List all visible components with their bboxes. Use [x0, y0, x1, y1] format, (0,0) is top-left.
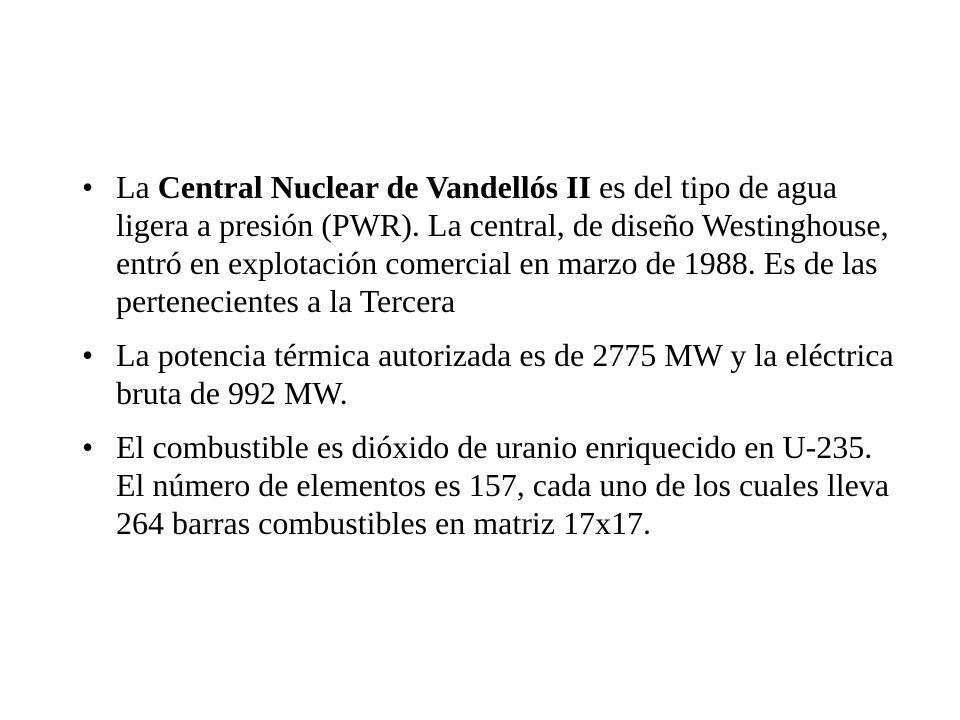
bullet-item-fuel [80, 428, 900, 542]
bullet-text-fuel: El combustible es dióxido de uranio enriquecido en U-235. El número de elementos es 157, cada uno de los cuales lleva 264 barras combustibles en matriz 17x17. [116, 429, 890, 541]
bullet-icon: • [82, 169, 94, 205]
bullet-item-power [80, 336, 900, 412]
bullet-text-intro: La [116, 169, 158, 205]
bullet-list [80, 168, 900, 558]
bullet-text-description: es del tipo de agua ligera a presión (PWR). La central, de diseño Westinghouse, entró en explotación comercial en marzo de 1988. Es de las pertenecientes a la Tercera [116, 169, 889, 319]
bullet-icon: • [82, 337, 94, 373]
bullet-text-power: La potencia térmica autorizada es de 2775 MW y la eléctrica bruta de 992 MW. [116, 337, 894, 411]
bullet-icon: • [82, 429, 94, 465]
bullet-item-vandellos [80, 168, 900, 320]
plant-name: Central Nuclear de Vandellós II [157, 169, 591, 205]
